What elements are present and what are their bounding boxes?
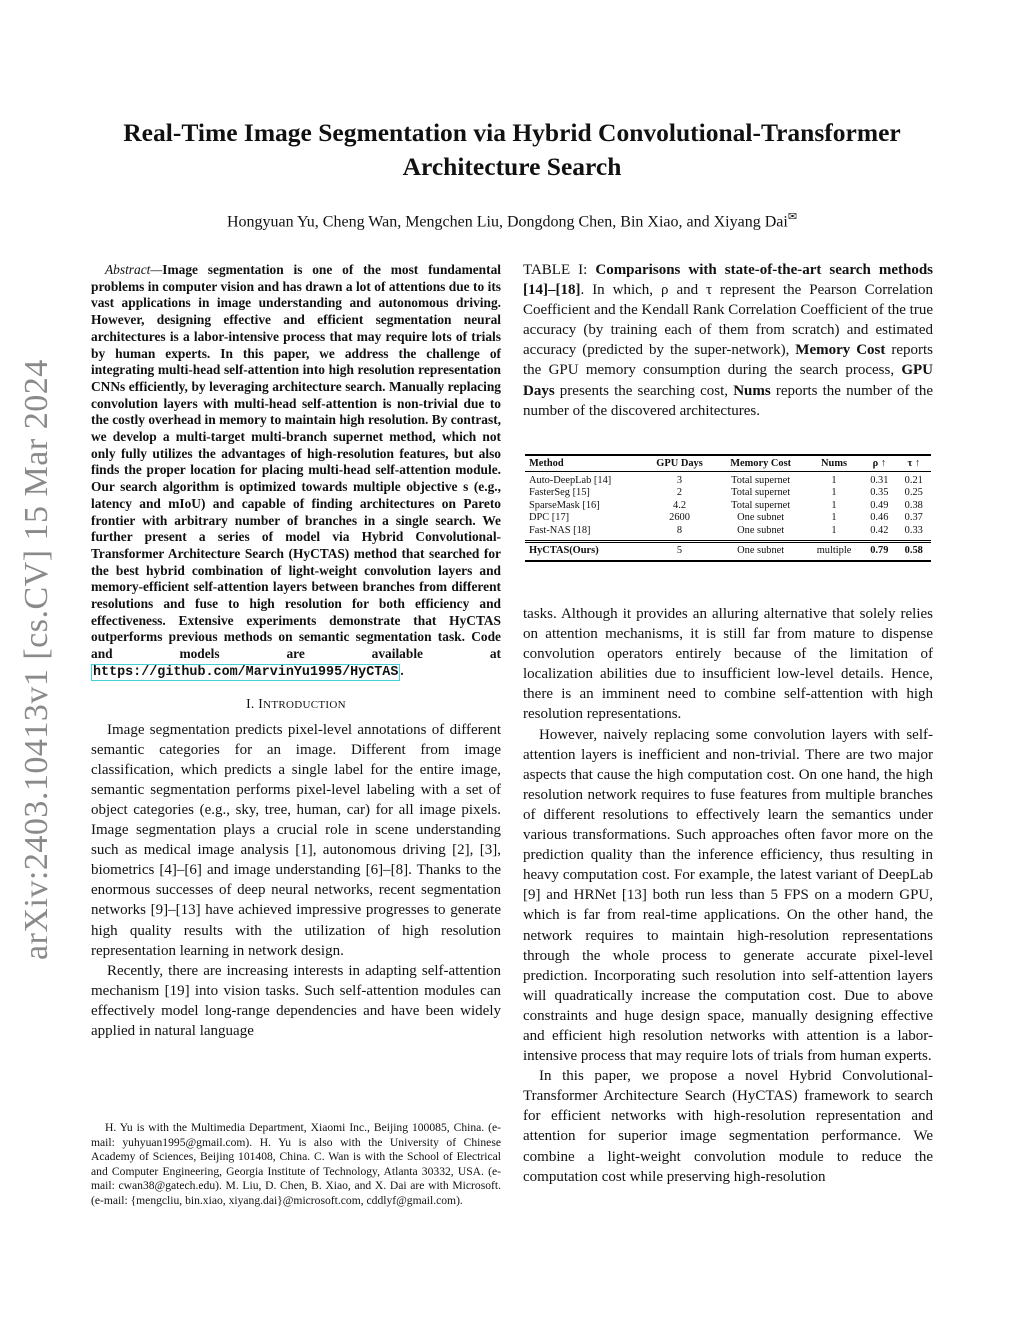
cell: 1 <box>831 524 837 536</box>
author-list <box>60 210 964 231</box>
cell: Total supernet <box>731 487 791 499</box>
table-row-ours <box>525 542 931 562</box>
cell: HyCTAS(Ours) <box>525 542 644 562</box>
abstract-label: Abstract— <box>105 262 163 277</box>
right-column-body <box>523 604 933 1187</box>
col-rho: ρ ↑ <box>862 455 896 472</box>
cell: 5 <box>644 542 716 562</box>
cell: Total supernet <box>731 475 791 486</box>
cell: 2 <box>676 487 683 499</box>
cell: 0.49 <box>870 499 889 511</box>
body-paragraph: However, naively replacing some convolution layers with self-attention layers is inefficient and non-trivial. There are two major aspects that cause the high computation cost. On one hand, the high resolution network requires to fuse features from multiple branches of different resolutions to effectively learn the semantics under various transformations. Such approaches often favor more on the prediction quality than the inference efficiency, thus resulting in heavy computation cost. For example, the latest variant of DeepLab [9] and HRNet [13] both run less than 5 FPS on a modern GPU, which is far from real-time applications. On the other hand, the network requires to maintain high-resolution representations through the whole process to generate accurate pixel-level prediction. Incorporating such resolution into self-attention layers will quadratically increase the computation cost. Due to above constraints and huge design space, manually designing effective and efficient high resolution networks with attention is a labor-intensive process that may require lots of trials from human experts. <box>523 726 933 1065</box>
table-label: TABLE I: <box>523 262 596 278</box>
cell: Total supernet <box>731 499 791 511</box>
author-names: Hongyuan Yu, Cheng Wan, Mengchen Liu, Dongdong Chen, Bin Xiao, and Xiyang Dai <box>226 213 788 231</box>
col-method: Method <box>525 455 644 472</box>
cell: FasterSeg [15] <box>529 487 590 499</box>
cell: 2600 <box>669 512 690 524</box>
cell: One subnet <box>737 524 785 536</box>
col-nums: Nums <box>806 455 862 472</box>
table-row <box>525 500 931 512</box>
cell: 4.2 <box>673 499 687 511</box>
cell: 0.38 <box>904 499 923 511</box>
envelope-icon: ✉ <box>787 211 798 223</box>
cell: One subnet <box>715 542 806 562</box>
body-paragraph: tasks. Although it provides an alluring alternative that solely relies on attention mechanisms, it is still far from mature to dispense convolution operators entirely because of the limitation of localization abilities due to insufficient low-level details. Hence, there is an imminent need to combine self-attention with high resolution representations. <box>523 606 933 723</box>
table-caption-block <box>523 260 933 421</box>
comparison-table <box>525 454 931 562</box>
cell: 0.35 <box>870 487 889 499</box>
code-link[interactable]: https://github.com/MarvinYu1995/HyCTAS <box>93 664 399 680</box>
cell: Auto-DeepLab [14] <box>529 475 612 486</box>
intro-paragraph: Image segmentation predicts pixel-level annotations of different semantic categories for an image. Different from image classification, which predicts a single label for the entire image, semantic segmentation performs pixel-level labeling with a set of object categories (e.g., sky, tree, human, car) for all image pixels. Image segmentation plays a crucial role in scene understanding such as medical image analysis [1], autonomous driving [2], [3], biometrics [4]–[6] and image understanding [6]–[8]. Thanks to the enormous successes of deep neural networks, recent segmentation networks [9]–[13] have achieved impressive progresses to generate high quality results with the utilization of high resolution representation learning in network design. <box>91 721 501 959</box>
cell: 1 <box>831 512 837 524</box>
section-heading-introduction <box>91 696 501 712</box>
cell: 1 <box>831 499 837 511</box>
intro-paragraph: Recently, there are increasing interests in adapting self-attention mechanism [19] into vision tasks. Such self-attention modules can effectively model long-range dependencies and have been widely applied in natural language <box>91 962 501 1039</box>
caption-bold: Memory Cost <box>795 342 886 359</box>
col-tau: τ ↑ <box>897 455 931 472</box>
body-paragraph: In this paper, we propose a novel Hybrid Convolutional-Transformer Architecture Search (HyCTAS) framework to search for efficient networks with high-resolution representation and attention for superior image segmentation performance. We combine a light-weight convolution module to reduce the computation cost while preserving high-resolution <box>523 1068 933 1185</box>
cell: 0.21 <box>904 475 923 486</box>
cell: 0.25 <box>904 487 923 499</box>
cell: multiple <box>806 542 862 562</box>
table-row <box>525 487 931 499</box>
cell: Fast-NAS [18] <box>529 524 591 536</box>
section-title-rest: NTRODUCTION <box>263 698 346 711</box>
cell: DPC [17] <box>529 512 570 524</box>
cell: 0.33 <box>904 524 923 536</box>
table-row <box>525 472 931 488</box>
table-header-row <box>525 455 931 472</box>
abstract <box>91 262 501 682</box>
abstract-end: . <box>400 662 404 678</box>
section-title-initial: I <box>258 695 264 711</box>
cell: 0.37 <box>904 512 923 524</box>
table-caption <box>523 260 933 421</box>
caption-text: . In which, ρ and τ represent the Pearson Correlation Coefficient and the Kendall Rank Correlation Coefficient of the true accuracy (by training each of them from scratch) and estimated accuracy (predicted by the super-network), <box>523 282 933 359</box>
cell: 3 <box>676 475 683 486</box>
cell: 1 <box>831 487 837 499</box>
author-affiliation-footnote: H. Yu is with the Multimedia Department, Xiaomi Inc., Beijing 100085, China. (e-mail: yuhyuan1995@gmail.com). H. Yu is also with the University of Chinese Academy of Sciences, Beijing 101408, China. C. Wan is with the School of Electrical and Computer Engineering, Georgia Institute of Technology, Atlanta 30332, USA. (e-mail: cwan38@gatech.edu). M. Liu, D. Chen, B. Xiao, and X. Dai are with Microsoft. (e-mail: {mengcliu, bin.xiao, xiyang.dai}@microsoft.com, cddlyf@gmail.com). <box>91 1121 501 1207</box>
col-memory-cost: Memory Cost <box>715 455 806 472</box>
cell: 0.58 <box>897 542 931 562</box>
caption-bold: GPU Days <box>523 362 933 399</box>
arxiv-identifier-stamp: arXiv:2403.10413v1 [cs.CV] 15 Mar 2024 <box>18 359 55 960</box>
abstract-text: Image segmentation is one of the most fundamental problems in computer vision and has drawn a lot of attentions due to its vast applications in image understanding and autonomous driving. However, designing effective and efficient segmentation neural architectures is a labor-intensive process that may require lots of trials by human experts. In this paper, we address the challenge of integrating multi-head self-attention into high resolution representation CNNs efficiently, by leveraging architecture search. Manually replacing convolution layers with multi-head self-attention is non-trivial due to the costly overhead in memory to maintain high resolution. By contrast, we develop a multi-target multi-branch supernet method, which not only fully utilizes the advantages of high-resolution features, but also finds the proper location for placing multi-head self-attention module. Our search algorithm is optimized towards multiple objective s (e.g., latency and mIoU) and capable of finding architectures on Pareto frontier with arbitrary number of branches in a single search. We further present a series of model via Hybrid Convolutional-Transformer Architecture Search (HyCTAS) method that searched for the best hybrid combination of light-weight convolution layers and memory-efficient self-attention layers between branches from different resolutions and fuse to high resolution for both efficiency and effectiveness. Extensive experiments demonstrate that HyCTAS outperforms previous methods on semantic segmentation task. Code and models are available at <box>91 262 501 662</box>
cell: 0.79 <box>862 542 896 562</box>
cell: One subnet <box>737 512 785 524</box>
section-number: I. <box>246 695 259 711</box>
cell: 1 <box>831 475 837 486</box>
caption-bold: Nums <box>733 382 771 399</box>
cell: 0.31 <box>870 475 889 486</box>
cell: 8 <box>676 524 683 536</box>
caption-text: reports the GPU memory consumption during the search process, <box>523 342 933 379</box>
caption-text: reports the number of the number of the discovered architectures. <box>523 382 933 419</box>
caption-bold: Comparisons with state-of-the-art search methods [14]–[18] <box>523 262 933 299</box>
col-gpu-days: GPU Days <box>644 455 716 472</box>
cell: SparseMask [16] <box>529 499 600 511</box>
paper-title: Real-Time Image Segmentation via Hybrid Convolutional-Transformer Architecture Search <box>123 118 901 181</box>
cell: 0.46 <box>870 512 889 524</box>
left-column <box>91 262 501 1041</box>
table-row <box>525 512 931 524</box>
cell: 0.42 <box>870 524 889 536</box>
caption-text: presents the searching cost, <box>554 382 734 399</box>
table-row <box>525 525 931 542</box>
